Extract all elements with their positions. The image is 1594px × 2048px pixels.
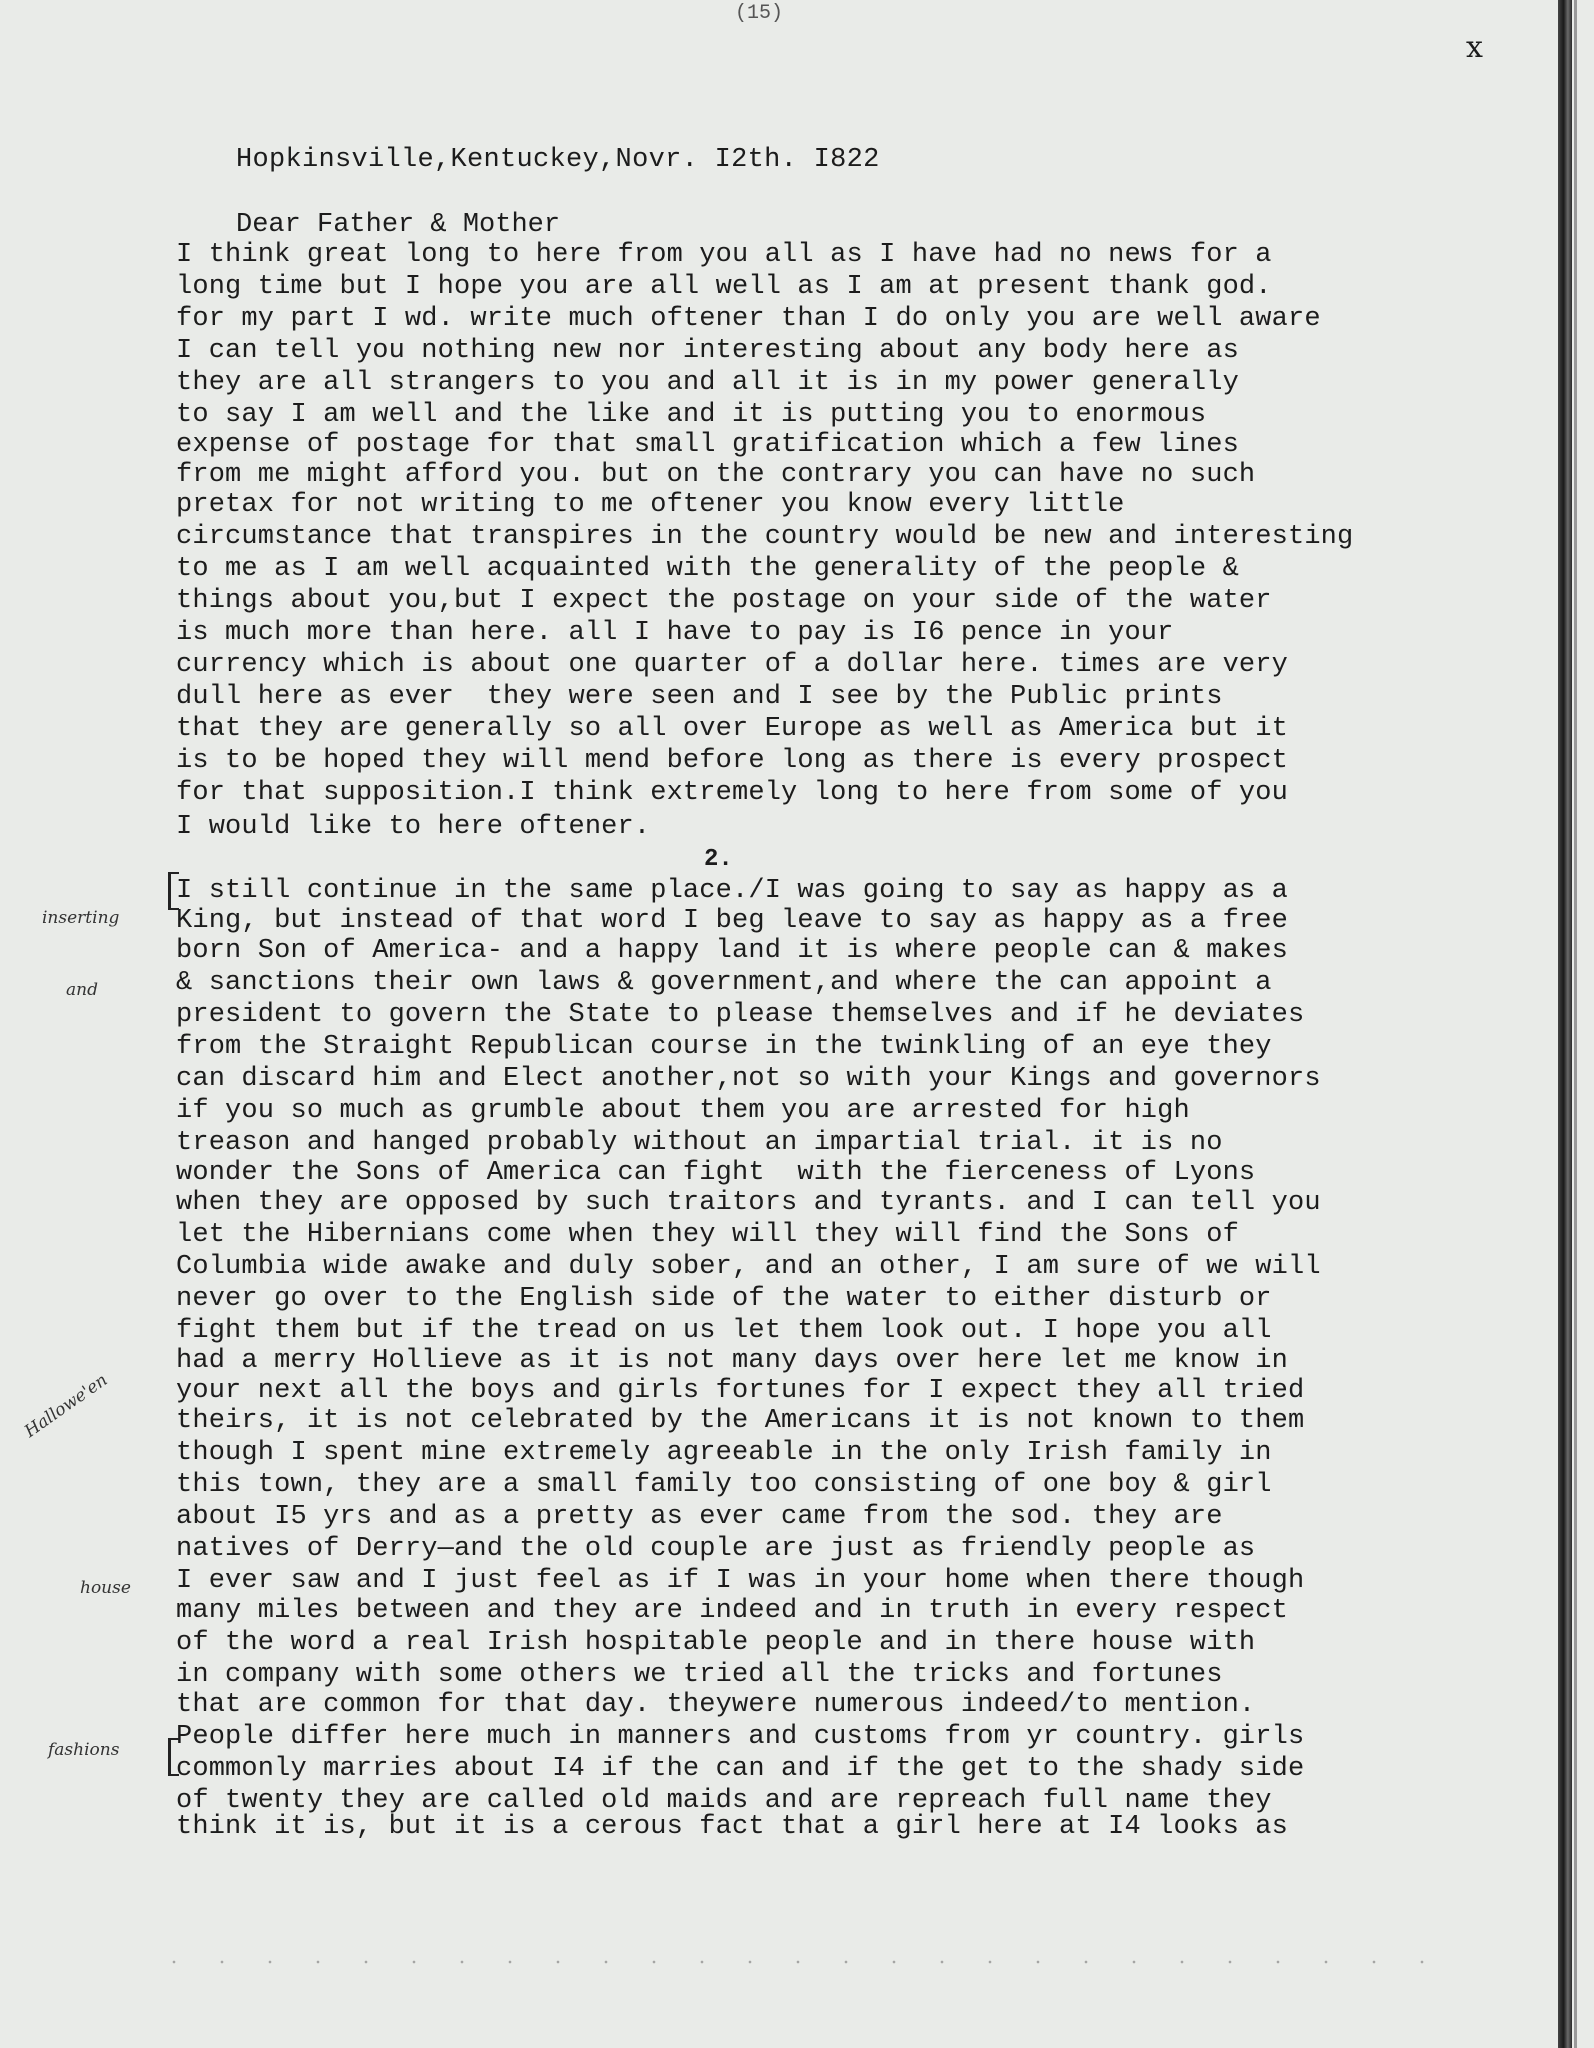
text-line: in company with some others we tried all the tricks and fortunes [176,1660,1223,1690]
page-edge-shadow [1558,0,1572,2048]
page-number: (15) [735,2,784,25]
text-line: & sanctions their own laws & government,and where the can appoint a [176,968,1272,998]
margin-note: fashions [48,1740,120,1760]
text-line: never go over to the English side of the water to either disturb or [176,1284,1272,1314]
margin-note: and [66,980,98,1000]
text-line: I can tell you nothing new nor interesting about any body here as [176,336,1239,366]
text-line: had a merry Hollieve as it is not many days over here let me know in [176,1346,1288,1376]
salutation: Dear Father & Mother [236,210,561,240]
text-line: wonder the Sons of America can fight with the fierceness of Lyons [176,1158,1256,1188]
text-line: natives of Derry—and the old couple are just as friendly people as [176,1534,1256,1564]
text-line: president to govern the State to please themselves and if he deviates [176,1000,1305,1030]
text-line: for my part I wd. write much oftener than I do only you are well aware [176,304,1321,334]
text-line: to say I am well and the like and it is putting you to enormous [176,400,1207,430]
text-line: currency which is about one quarter of a dollar here. times are very [176,650,1288,680]
page-edge-line [1574,0,1577,2048]
text-line: about I5 yrs and as a pretty as ever came from the sod. they are [176,1502,1223,1532]
edit-bracket [168,872,179,910]
text-line: can discard him and Elect another,not so with your Kings and governors [176,1064,1321,1094]
edit-bracket [168,1738,179,1776]
text-line: expense of postage for that small gratification which a few lines [176,430,1239,460]
margin-note: house [80,1578,131,1598]
text-line: I think great long to here from you all as I have had no news for a [176,240,1272,270]
text-line: pretax for not writing to me oftener you know every little [176,490,1125,520]
letter-heading: Hopkinsville,Kentuckey,Novr. I2th. I822 [236,145,880,175]
section-mark: 2. [704,846,733,873]
text-line: of twenty they are called old maids and are repreach full name they [176,1786,1272,1816]
corner-mark: x [1466,30,1483,65]
text-line: circumstance that transpires in the country would be new and interesting [176,522,1354,552]
text-line: fight them but if the tread on us let them look out. I hope you all [176,1316,1272,1346]
text-line: for that supposition.I think extremely long to here from some of you [176,778,1288,808]
text-line: is to be hoped they will mend before long as there is every prospect [176,746,1288,776]
text-line: your next all the boys and girls fortunes for I expect they all tried [176,1376,1305,1406]
text-line: theirs, it is not celebrated by the Americans it is not known to them [176,1406,1305,1436]
text-line: things about you,but I expect the postage on your side of the water [176,586,1272,616]
text-line: People differ here much in manners and customs from yr country. girls [176,1722,1305,1752]
text-line: though I spent mine extremely agreeable in the only Irish family in [176,1438,1272,1468]
text-line: from the Straight Republican course in the twinkling of an eye they [176,1032,1272,1062]
text-line: that are common for that day. theywere numerous indeed/to mention. [176,1690,1256,1720]
margin-note: inserting [42,908,120,928]
margin-note: Hallowe'en [20,1370,112,1442]
bottom-dotted-artifact [150,1960,1450,1964]
text-line: I would like to here oftener. [176,812,651,842]
text-line: to me as I am well acquainted with the generality of the people & [176,554,1239,584]
text-line: from me might afford you. but on the contrary you can have no such [176,460,1256,490]
text-line: this town, they are a small family too consisting of one boy & girl [176,1470,1272,1500]
text-line: commonly marries about I4 if the can and if the get to the shady side [176,1754,1305,1784]
text-line: born Son of America- and a happy land it is where people can & makes [176,936,1288,966]
text-line: think it is, but it is a cerous fact that a girl here at I4 looks as [176,1812,1288,1842]
text-line: let the Hibernians come when they will they will find the Sons of [176,1220,1239,1250]
text-line: that they are generally so all over Europe as well as America but it [176,714,1288,744]
text-line: Columbia wide awake and duly sober, and an other, I am sure of we will [176,1252,1321,1282]
text-line: King, but instead of that word I beg leave to say as happy as a free [176,906,1288,936]
text-line: they are all strangers to you and all it is in my power generally [176,368,1239,398]
text-line: long time but I hope you are all well as I am at present thank god. [176,272,1272,302]
text-line: of the word a real Irish hospitable people and in there house with [176,1628,1256,1658]
text-line: dull here as ever they were seen and I see by the Public prints [176,682,1223,712]
text-line: I still continue in the same place./I was going to say as happy as a [176,876,1288,906]
text-line: I ever saw and I just feel as if I was in your home when there though [176,1566,1305,1596]
text-line: if you so much as grumble about them you are arrested for high [176,1096,1190,1126]
text-line: when they are opposed by such traitors and tyrants. and I can tell you [176,1188,1321,1218]
text-line: treason and hanged probably without an impartial trial. it is no [176,1128,1223,1158]
text-line: many miles between and they are indeed and in truth in every respect [176,1596,1288,1626]
text-line: is much more than here. all I have to pay is I6 pence in your [176,618,1174,648]
